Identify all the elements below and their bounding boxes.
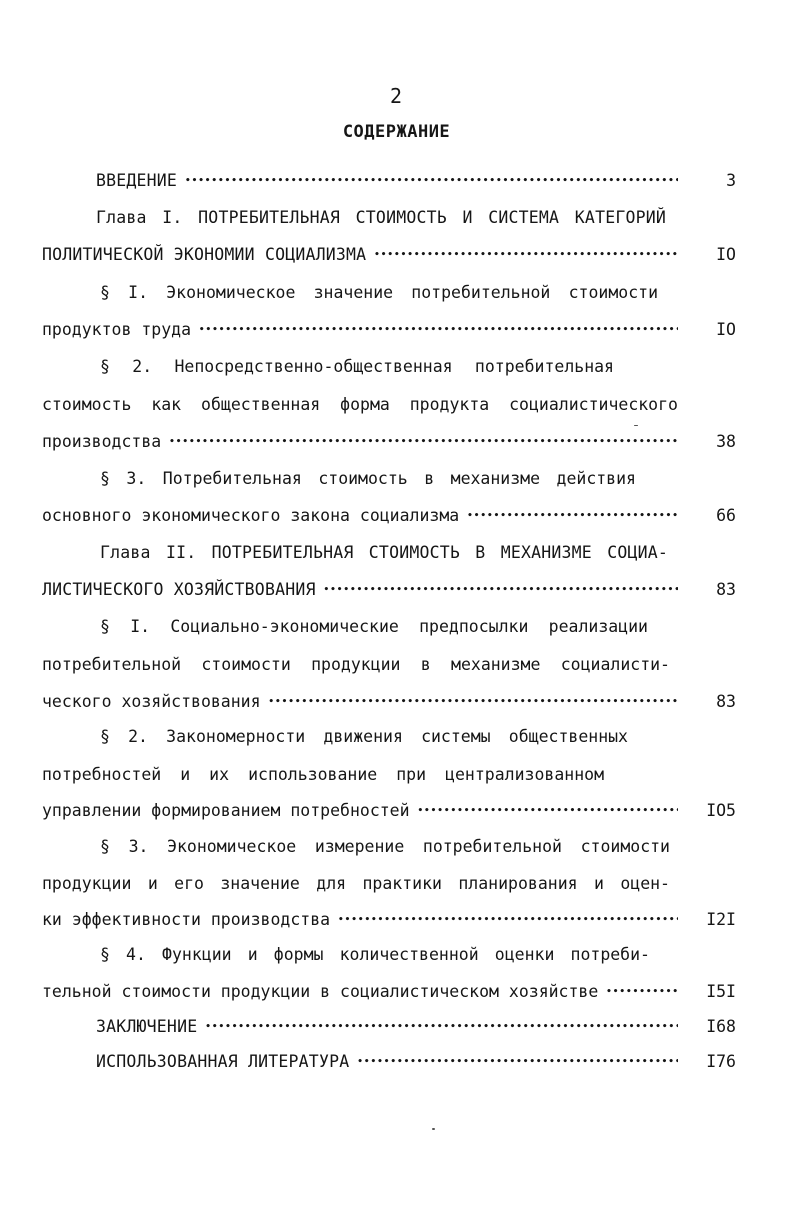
toc-section-2-3-line2[interactable] — [42, 869, 670, 899]
toc-entry-text: Глава II. ПОТРЕБИТЕЛЬНАЯ СТОИМОСТЬ В МЕХАНИЗМЕ СОЦИА- — [100, 543, 668, 562]
toc-entry-text: § 3. Потребительная стоимость в механизме действия — [100, 469, 636, 488]
toc-entry-text: потребительной стоимости продукции в механизме социалисти- — [42, 655, 670, 674]
toc-entry-text: ПОЛИТИЧЕСКОЙ ЭКОНОМИИ СОЦИАЛИЗМА — [42, 245, 367, 264]
toc-entry-conclusion[interactable] — [96, 1012, 736, 1042]
toc-entry-text: § I. Социально-экономические предпосылки реализации — [100, 617, 648, 636]
toc-entry-text: ВВЕДЕНИЕ — [96, 171, 178, 190]
toc-section-2-4-line2[interactable] — [42, 977, 736, 1007]
toc-chapter-1-line1[interactable] — [96, 203, 666, 233]
toc-entry-text: § 3. Экономическое измерение потребительной стоимости — [100, 837, 670, 856]
toc-entry-intro[interactable] — [96, 166, 736, 196]
scan-speck — [634, 425, 638, 426]
toc-section-1-2-line3[interactable] — [42, 427, 736, 457]
toc-section-2-3-line1[interactable] — [100, 832, 670, 862]
toc-entry-text: ки эффективности производства — [42, 910, 331, 929]
toc-entry-text: ИСПОЛЬЗОВАННАЯ ЛИТЕРАТУРА — [96, 1052, 350, 1071]
toc-entry-page: 83 — [716, 692, 736, 711]
toc-entry-page: 3 — [726, 171, 736, 190]
toc-entry-text: основного экономического закона социализма — [42, 506, 460, 525]
toc-section-1-1-line2[interactable] — [42, 315, 736, 345]
toc-entry-text: стоимость как общественная форма продукта социалистического — [42, 395, 678, 414]
toc-entry-text: тельной стоимости продукции в социалистическом хозяйстве — [42, 982, 599, 1001]
toc-entry-text: ЛИСТИЧЕСКОГО ХОЗЯЙСТВОВАНИЯ — [42, 580, 316, 599]
toc-entry-page: 83 — [716, 580, 736, 599]
scan-speck — [432, 1128, 435, 1130]
toc-section-2-2-line2[interactable] — [42, 760, 604, 790]
toc-entry-page: IO5 — [706, 801, 736, 820]
toc-entry-text: продукции и его значение для практики планирования и оцен- — [42, 874, 670, 893]
toc-entry-text: § 2. Закономерности движения системы общественных — [100, 727, 628, 746]
toc-section-2-2-line3[interactable] — [42, 796, 736, 826]
dot-leader — [185, 166, 678, 197]
dot-leader — [338, 905, 678, 936]
toc-section-2-1-line1[interactable] — [100, 612, 648, 642]
dot-leader — [606, 977, 678, 1008]
dot-leader — [324, 575, 678, 606]
dot-leader — [357, 1047, 678, 1078]
toc-section-2-1-line3[interactable] — [42, 687, 736, 717]
toc-entry-text: Глава I. ПОТРЕБИТЕЛЬНАЯ СТОИМОСТЬ И СИСТЕМА КАТЕГОРИЙ — [96, 208, 666, 227]
toc-entry-text: управлении формированием потребностей — [42, 801, 410, 820]
toc-section-1-2-line1[interactable] — [100, 352, 614, 382]
toc-entry-text: производства — [42, 432, 162, 451]
toc-entry-page: I5I — [706, 982, 736, 1001]
dot-leader — [374, 240, 678, 271]
toc-entry-page: IO — [716, 245, 736, 264]
dot-leader — [418, 796, 678, 827]
toc-entry-literature[interactable] — [96, 1047, 736, 1077]
toc-entry-text: ЗАКЛЮЧЕНИЕ — [96, 1017, 198, 1036]
toc-entry-text: § I. Экономическое значение потребительной стоимости — [100, 283, 658, 302]
toc-entry-text: ческого хозяйствования — [42, 692, 261, 711]
toc-entry-text: продуктов труда — [42, 320, 192, 339]
toc-entry-text: § 2. Непосредственно-общественная потребительная — [100, 357, 614, 376]
dot-leader — [205, 1012, 678, 1043]
toc-entry-page: IO — [716, 320, 736, 339]
toc-entry-page: I76 — [706, 1052, 736, 1071]
toc-entry-page: I68 — [706, 1017, 736, 1036]
dot-leader — [199, 315, 678, 346]
page-number: 2 — [389, 84, 404, 108]
toc-chapter-2-line1[interactable] — [100, 538, 668, 568]
dot-leader — [269, 687, 678, 718]
dot-leader — [467, 501, 678, 532]
toc-section-2-1-line2[interactable] — [42, 650, 670, 680]
toc-section-1-3-line1[interactable] — [100, 464, 636, 494]
toc-chapter-2-line2[interactable] — [42, 575, 736, 605]
toc-entry-text: § 4. Функции и формы количественной оценки потреби- — [100, 945, 650, 964]
toc-title: СОДЕРЖАНИЕ — [342, 122, 451, 142]
toc-entry-page: 38 — [716, 432, 736, 451]
toc-section-2-2-line1[interactable] — [100, 722, 628, 752]
toc-section-1-1-line1[interactable] — [100, 278, 658, 308]
toc-entry-text: потребностей и их использование при централизованном — [42, 765, 604, 784]
toc-section-2-3-line3[interactable] — [42, 905, 736, 935]
toc-section-1-2-line2[interactable] — [42, 390, 678, 420]
toc-entry-page: 66 — [716, 506, 736, 525]
toc-section-1-3-line2[interactable] — [42, 501, 736, 531]
toc-section-2-4-line1[interactable] — [100, 940, 650, 970]
dot-leader — [169, 427, 678, 458]
toc-entry-page: I2I — [706, 910, 736, 929]
toc-chapter-1-line2[interactable] — [42, 240, 736, 270]
